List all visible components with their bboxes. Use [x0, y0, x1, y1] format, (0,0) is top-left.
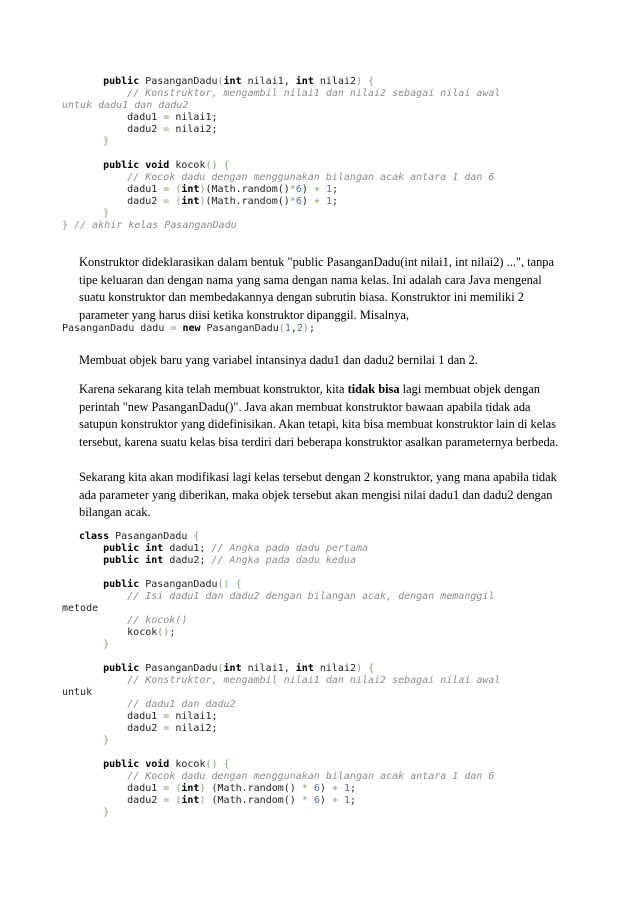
code-punctuation: =: [163, 112, 170, 123]
code-keyword: int: [181, 795, 200, 806]
code-text: PasanganDadu dadu: [62, 323, 171, 334]
code-text: dadu2: [79, 196, 164, 207]
code-comment: // Isi dadu1 dan dadu2 dengan bilangan acak, dengan memanggil: [127, 591, 495, 602]
code-text: (Math.random(): [205, 783, 302, 794]
code-punctuation: ): [356, 76, 363, 87]
code-keyword: public: [103, 759, 140, 770]
code-outdent: [62, 323, 315, 334]
code-keyword: int: [145, 555, 164, 566]
code-line: [79, 735, 609, 747]
code-text: PasanganDadu: [139, 663, 218, 674]
code-punctuation: {: [223, 160, 230, 171]
code-line: [79, 208, 609, 220]
code-comment: // kocok(): [127, 615, 188, 626]
code-text: ;: [331, 196, 339, 207]
code-text: PasanganDadu: [139, 76, 218, 87]
code-punctuation: *: [289, 196, 296, 207]
code-punctuation: }: [103, 208, 110, 219]
code-punctuation: (): [217, 579, 230, 590]
paragraph-two-constructors-text: Sekarang kita akan modifikasi lagi kelas tersebut dengan 2 konstruktor, yang mana apabila tidak ada parameter yang diberikan, maka objek tersebut akan mengisi nilai dadu1 dan dadu2 dengan bilangan acak.: [79, 470, 557, 520]
code-punctuation: +: [313, 184, 320, 195]
code-line: [62, 687, 609, 699]
code-text: untuk: [62, 687, 93, 698]
code-line: [79, 196, 609, 208]
code-text: nilai1,: [241, 76, 296, 87]
code-line: [79, 136, 609, 148]
code-text: [79, 675, 127, 686]
code-punctuation: {: [368, 76, 375, 87]
code-line: [79, 651, 609, 663]
code-text: [79, 543, 103, 554]
code-comment: // Konstruktor, mengambil nilai1 dan nilai2 sebagai nilai awal: [127, 88, 501, 99]
code-keyword: public: [103, 555, 140, 566]
code-text: [79, 555, 103, 566]
code-text: [79, 208, 103, 219]
code-number: 1: [284, 323, 291, 334]
code-line: [62, 100, 609, 112]
code-punctuation: (): [205, 759, 218, 770]
code-text: [79, 615, 127, 626]
code-punctuation: (: [175, 795, 182, 806]
code-outdent: [62, 100, 188, 111]
code-line: [62, 220, 609, 232]
code-line: [79, 76, 609, 88]
paragraph-new-object: [79, 352, 561, 370]
code-punctuation: {: [223, 759, 230, 770]
code-comment: // Konstruktor, mengambil nilai1 dan nilai2 sebagai nilai awal: [127, 675, 501, 686]
paragraph-two-constructors: [79, 469, 561, 522]
code-keyword: int: [145, 543, 164, 554]
code-text: [79, 699, 127, 710]
code-text: ,: [290, 323, 297, 334]
code-keyword: public: [103, 579, 140, 590]
code-punctuation: }: [103, 735, 110, 746]
code-punctuation: (): [205, 160, 218, 171]
code-punctuation: {: [193, 531, 200, 542]
code-text: kocok: [169, 759, 206, 770]
code-line: [79, 148, 609, 160]
code-block-full-class: [62, 531, 609, 819]
code-text: ): [319, 795, 332, 806]
code-text: [79, 735, 103, 746]
code-text: ): [319, 783, 332, 794]
code-line: [79, 723, 609, 735]
code-punctuation: +: [313, 196, 320, 207]
code-text: ;: [350, 795, 357, 806]
code-text: [79, 579, 103, 590]
code-punctuation: *: [301, 795, 308, 806]
code-line: [79, 591, 609, 603]
code-keyword: void: [145, 160, 170, 171]
paragraph-default-constructor-after: lagi membuat objek dengan perintah "new PasanganDadu()". Java akan membuat konstruktor bawaan apabila tidak ada satupun konstruktor yang didefinisikan. Akan tetapi, kita bisa membuat konstruktor lain di kelas tersebut, karena suatu kelas bisa terdiri dari beberapa konstruktor asalkan parameternya berbeda.: [79, 382, 559, 449]
code-text: [79, 172, 127, 183]
paragraph-new-object-text: Membuat objek baru yang variabel intansinya dadu1 dan dadu2 bernilai 1 dan 2.: [79, 353, 478, 367]
code-text: ): [301, 184, 314, 195]
code-number: 2: [296, 323, 303, 334]
code-text: [79, 160, 103, 171]
code-text: (Math.random(): [205, 795, 302, 806]
code-text: kocok: [79, 627, 158, 638]
code-punctuation: +: [331, 795, 338, 806]
code-text: metode: [62, 603, 99, 614]
code-punctuation: (: [278, 323, 285, 334]
code-text: [79, 663, 103, 674]
code-punctuation: ): [302, 323, 309, 334]
paragraph-default-constructor-bold: tidak bisa: [347, 382, 400, 396]
code-keyword: int: [181, 184, 200, 195]
code-number: 1: [325, 196, 332, 207]
code-line: [62, 323, 609, 335]
code-punctuation: =: [163, 795, 170, 806]
code-text: [79, 771, 127, 782]
code-number: 6: [313, 783, 320, 794]
code-text: [79, 807, 103, 818]
code-line: [79, 675, 609, 687]
code-line: [79, 555, 609, 567]
code-line: [79, 627, 609, 639]
code-text: (Math.random(): [205, 196, 290, 207]
code-comment: // dadu1 dan dadu2: [127, 699, 236, 710]
code-line: [79, 567, 609, 579]
code-comment: // Angka pada dadu pertama: [211, 543, 369, 554]
code-text: nilai1;: [169, 112, 218, 123]
code-line: [62, 603, 609, 615]
code-text: [79, 136, 103, 147]
code-punctuation: +: [331, 783, 338, 794]
code-number: 6: [295, 196, 302, 207]
code-punctuation: }: [103, 136, 110, 147]
code-line: [79, 579, 609, 591]
code-text: ): [301, 196, 314, 207]
code-line: [79, 88, 609, 100]
code-number: 1: [325, 184, 332, 195]
code-outdent: [62, 220, 237, 231]
code-text: [79, 591, 127, 602]
code-punctuation: (: [175, 783, 182, 794]
code-punctuation: *: [301, 783, 308, 794]
code-line: [79, 663, 609, 675]
paragraph-default-constructor: [79, 381, 561, 451]
code-line: [79, 531, 609, 543]
code-text: dadu1: [79, 112, 164, 123]
code-punctuation: *: [289, 184, 296, 195]
code-keyword: int: [181, 783, 200, 794]
code-line: [79, 795, 609, 807]
code-text: PasanganDadu: [139, 579, 218, 590]
code-comment: untuk dadu1 dan dadu2: [62, 100, 189, 111]
code-punctuation: ): [199, 783, 206, 794]
code-comment: // Kocok dadu dengan menggunakan bilangan acak antara 1 dan 6: [127, 172, 495, 183]
code-text: [79, 88, 127, 99]
code-text: dadu2: [79, 795, 164, 806]
code-number: 1: [344, 795, 351, 806]
code-punctuation: ): [199, 795, 206, 806]
code-keyword: public: [103, 543, 140, 554]
paragraph-constructor-explanation: [79, 254, 561, 324]
code-punctuation: =: [163, 124, 170, 135]
code-punctuation: {: [368, 663, 375, 674]
code-text: ;: [169, 627, 176, 638]
code-number: 6: [313, 795, 320, 806]
code-outdent: [62, 603, 98, 614]
code-punctuation: }: [103, 639, 110, 650]
code-punctuation: {: [235, 579, 242, 590]
code-text: dadu1: [79, 711, 164, 722]
code-line: [79, 807, 609, 819]
code-comment: // Kocok dadu dengan menggunakan bilangan acak antara 1 dan 6: [127, 771, 495, 782]
code-line: [79, 124, 609, 136]
code-line: [79, 711, 609, 723]
code-keyword: new: [182, 323, 201, 334]
code-keyword: public: [103, 160, 140, 171]
code-punctuation: =: [163, 783, 170, 794]
code-text: PasanganDadu: [200, 323, 279, 334]
code-line: [79, 172, 609, 184]
code-text: dadu1: [79, 783, 164, 794]
code-punctuation: }: [62, 220, 69, 231]
code-text: ;: [350, 783, 357, 794]
code-keyword: int: [223, 76, 242, 87]
code-text: nilai1;: [169, 711, 218, 722]
code-line: [79, 699, 609, 711]
code-line: [79, 783, 609, 795]
code-keyword: public: [103, 663, 140, 674]
code-text: nilai2;: [169, 124, 218, 135]
code-punctuation: ): [199, 184, 206, 195]
code-punctuation: ): [356, 663, 363, 674]
code-line: [79, 543, 609, 555]
code-text: [79, 76, 103, 87]
code-text: PasanganDadu: [109, 531, 194, 542]
code-text: dadu2: [79, 124, 164, 135]
code-keyword: int: [223, 663, 242, 674]
code-keyword: int: [295, 663, 314, 674]
code-line: [79, 639, 609, 651]
code-text: ;: [331, 184, 339, 195]
code-line: [79, 771, 609, 783]
code-text: dadu2: [79, 723, 164, 734]
code-punctuation: (: [175, 184, 182, 195]
code-text: ;: [308, 323, 315, 334]
code-keyword: int: [295, 76, 314, 87]
paragraph-default-constructor-before: Karena sekarang kita telah membuat konstruktor, kita: [79, 382, 348, 396]
code-text: nilai2;: [169, 723, 218, 734]
code-line: [79, 160, 609, 172]
code-number: 6: [295, 184, 302, 195]
code-text: [79, 759, 103, 770]
code-text: nilai2: [313, 76, 356, 87]
code-outdent: [62, 687, 92, 698]
code-punctuation: =: [163, 723, 170, 734]
code-punctuation: ): [199, 196, 206, 207]
code-line: [79, 112, 609, 124]
code-punctuation: =: [163, 184, 170, 195]
code-punctuation: =: [163, 196, 170, 207]
code-text: nilai2: [313, 663, 356, 674]
code-comment: // Angka pada dadu kedua: [211, 555, 356, 566]
code-punctuation: =: [170, 323, 177, 334]
code-keyword: class: [79, 531, 110, 542]
code-block-constructor-kocok: [62, 76, 609, 232]
paragraph-constructor-text: Konstruktor dideklarasikan dalam bentuk "public PasanganDadu(int nilai1, int nilai2) ...", tanpa tipe keluaran dan dengan nama yang sama dengan nama kelas. Ini adalah cara Java mengenal suatu konstruktor dan membedakannya dengan subrutin biasa. Konstruktor ini memiliki 2 parameter yang harus diisi ketika konstruktor dipanggil. Misalnya,: [79, 255, 555, 322]
code-text: dadu2;: [163, 555, 212, 566]
code-line: [79, 615, 609, 627]
code-text: kocok: [169, 160, 206, 171]
code-text: (Math.random(): [205, 184, 290, 195]
code-line: [79, 759, 609, 771]
code-keyword: public: [103, 76, 140, 87]
code-line: [79, 184, 609, 196]
code-punctuation: (): [157, 627, 170, 638]
code-comment: // akhir kelas PasanganDadu: [74, 220, 237, 231]
code-punctuation: (: [217, 76, 224, 87]
code-text: nilai1,: [241, 663, 296, 674]
code-punctuation: (: [175, 196, 182, 207]
code-text: dadu1: [79, 184, 164, 195]
code-punctuation: }: [103, 807, 110, 818]
code-punctuation: =: [163, 711, 170, 722]
code-line: [79, 747, 609, 759]
code-number: 1: [344, 783, 351, 794]
code-example-new-object: [62, 323, 609, 335]
code-keyword: int: [181, 196, 200, 207]
code-text: [79, 639, 103, 650]
code-keyword: void: [145, 759, 170, 770]
code-punctuation: (: [217, 663, 224, 674]
code-text: dadu1;: [163, 543, 212, 554]
